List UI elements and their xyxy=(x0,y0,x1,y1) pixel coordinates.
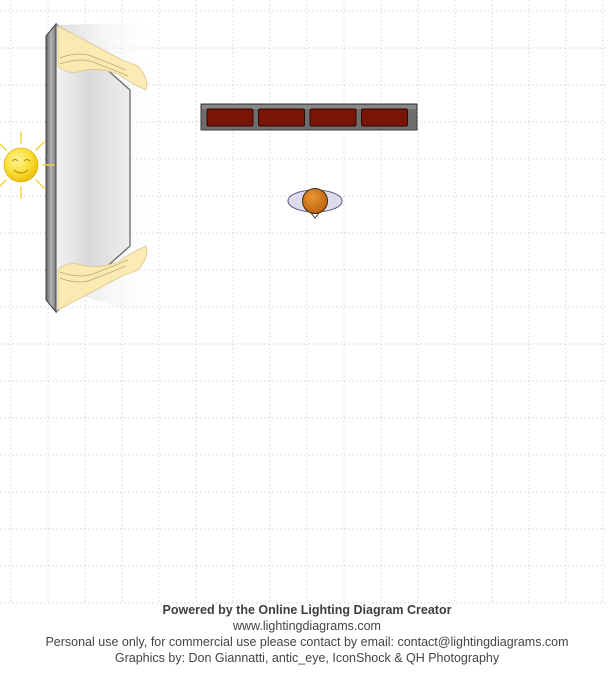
credits-graphics-text: Graphics by: Don Giannatti, antic_eye, IconShock & QH Photography xyxy=(114,651,500,665)
strip-light-panel xyxy=(207,109,253,126)
credits-title: Powered by the Online Lighting Diagram Creator xyxy=(162,603,452,617)
strip-light-panel xyxy=(259,109,305,126)
person-top-view-icon[interactable] xyxy=(288,189,342,219)
strip-light-panel xyxy=(310,109,356,126)
credits-license-text: Personal use only, for commercial use please contact by email: contact@lightingdiagrams.com xyxy=(45,635,569,649)
strip-light-panel xyxy=(362,109,408,126)
strip-light-icon[interactable] xyxy=(201,104,417,130)
credits-footer xyxy=(0,602,614,666)
credits-website-link[interactable]: www.lightingdiagrams.com xyxy=(233,619,381,633)
